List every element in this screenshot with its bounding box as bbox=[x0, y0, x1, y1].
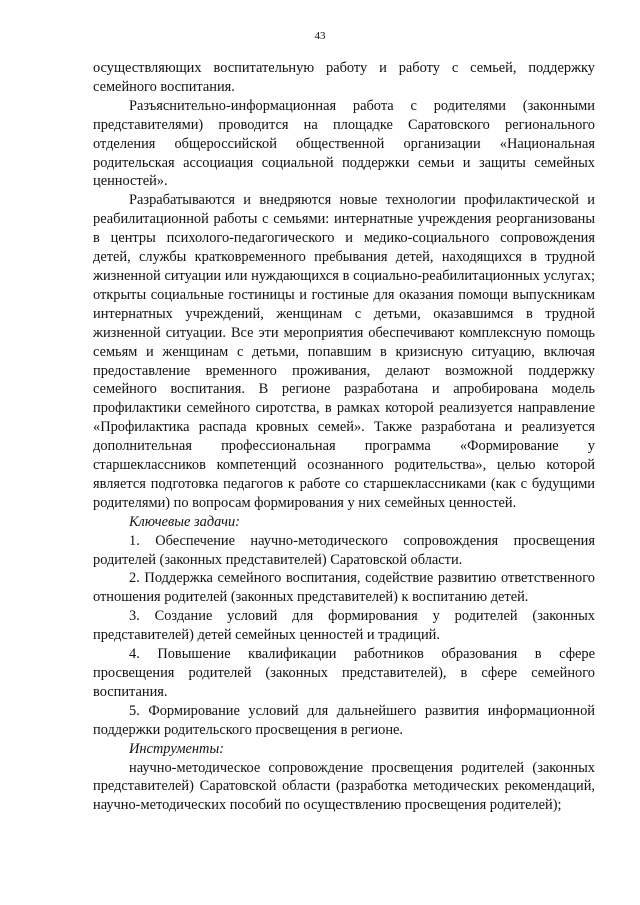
instrument-item: научно-методическое сопровождение просвещения родителей (законных представителей) Саратовской области (разработка методических рекомендаций, научно-методических пособий по осуществлению просвещения родителей); bbox=[93, 759, 595, 814]
key-task-item: 4. Повышение квалификации работников образования в сфере просвещения родителей (законных представителей), в сфере семейного воспитания. bbox=[93, 646, 595, 700]
key-task-item: 1. Обеспечение научно-методического сопровождения просвещения родителей (законных представителей) Саратовской области. bbox=[93, 532, 595, 568]
page-number: 43 bbox=[314, 30, 326, 42]
key-tasks-heading: Ключевые задачи: bbox=[129, 513, 240, 530]
key-task-item: 3. Создание условий для формирования у родителей (законных представителей) детей семейных ценностей и традиций. bbox=[93, 608, 595, 644]
paragraph-continuation: осуществляющих воспитательную работу и работу с семьей, поддержку семейного воспитания. bbox=[93, 60, 595, 95]
instruments-heading: Инструменты: bbox=[129, 740, 224, 757]
key-task-item: 2. Поддержка семейного воспитания, содействие развитию ответственного отношения родителей (законных представителей) к воспитанию детей. bbox=[93, 570, 595, 606]
paragraph-technologies: Разрабатываются и внедряются новые технологии профилактической и реабилитационной работы с семьями: интернатные учреждения реорганизованы в центры психолого-педагогического и медико-социального сопровождения детей, службы кратковременного пребывания детей, находящихся в трудной жизненной ситуации или нуждающихся в социально-реабилитационных услугах; открыты социальные гостиницы и гостиные для оказания помощи выпускникам интернатных учреждений, женщинам с детьми, оказавшимся в трудной жизненной ситуации. Все эти мероприятия обеспечивают комплексную помощь семьям и женщинам с детьми, попавшим в кризисную ситуацию, включая предоставление временного проживания, делают возможной поддержку семейного воспитания. В регионе разработана и апробирована модель профилактики семейного сиротства, в рамках которой реализуется направление «Профилактика распада кровных семей». Также разработана и реализуется дополнительная профессиональная программа «Формирование у старшеклассников компетенций осознанного родительства», целью которой является подготовка педагогов к работе со старшеклассниками (как с будущими родителями) по вопросам формирования у них семейных ценностей. bbox=[93, 192, 595, 511]
key-task-item: 5. Формирование условий для дальнейшего развития информационной поддержки родительского просвещения в регионе. bbox=[93, 702, 595, 738]
document-body bbox=[93, 59, 595, 815]
paragraph-info-work: Разъяснительно-информационная работа с родителями (законными представителями) проводится на площадке Саратовского регионального отделения общероссийской общественной организации «Национальная родительская ассоциация социальной поддержки семьи и защиты семейных ценностей». bbox=[93, 97, 595, 190]
